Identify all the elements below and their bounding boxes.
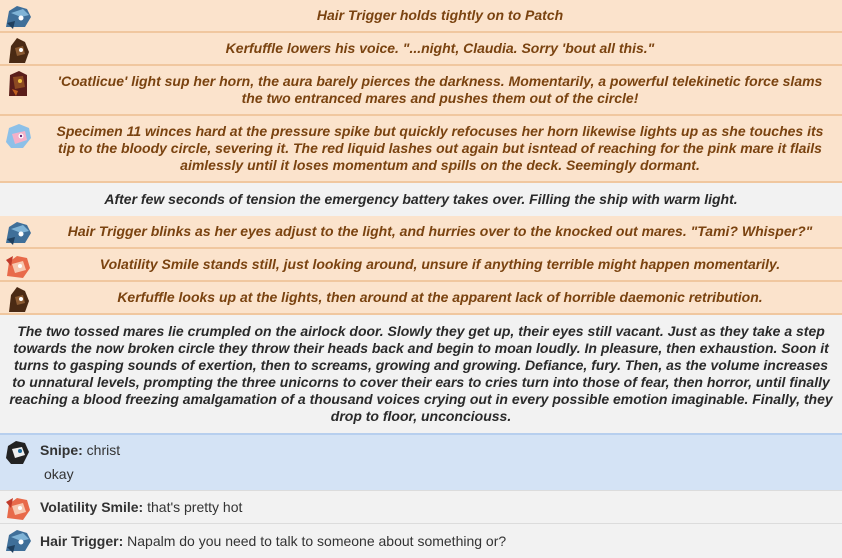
username[interactable]: Snipe: — [40, 442, 83, 458]
chat-line — [40, 533, 506, 550]
action-text: Specimen 11 winces hard at the pressure spike but quickly refocuses her horn likewise lights up as she touches its tip to the bloody circle, severing it. The red liquid lashes out again but isntead of reaching for the pink mare it flails aimlessly until it loses momentum and spills on the deck. Seemingly dormant. — [56, 123, 824, 173]
narration-message — [0, 183, 842, 216]
pony-brown-avatar[interactable] — [3, 285, 33, 313]
action-message — [0, 0, 842, 33]
action-message — [0, 33, 842, 66]
action-message — [0, 116, 842, 183]
chat-message-highlighted — [0, 433, 842, 490]
chat-continuation: okay — [44, 466, 74, 482]
chat-line — [40, 499, 242, 516]
action-text: Kerfuffle lowers his voice. "...night, Claudia. Sorry 'bout all this." — [225, 40, 655, 56]
narration-text: The two tossed mares lie crumpled on the airlock door. Slowly they get up, their eyes still vacant. Just as they take a step towards the now broken circle they throw their heads back and begin to moan loudly. In pleasure, then exhaustion. Soon it turns to gasping sounds of exertion, then to screams, growing and growing. Defiance, fury. Then, as the volume increases to unnatural levels, prompting the three unicorns to cover their ears to cries turn into those of fear, then horror, until finally reaching a blood freezing amalgamation of a thousand voices crying out in every possible emotion imaginable. Finally, they drop to floor, unconciouss. — [9, 323, 833, 424]
action-message — [0, 249, 842, 282]
chat-text: that's pretty hot — [147, 498, 243, 515]
action-text: Hair Trigger blinks as her eyes adjust to the light, and hurries over to the knocked out mares. "Tami? Whisper?" — [67, 223, 813, 239]
chat-text: christ — [86, 442, 121, 458]
pony-blue-avatar[interactable] — [3, 219, 33, 247]
chat-message — [0, 490, 842, 523]
pony-red-avatar[interactable] — [3, 494, 33, 522]
action-message — [0, 216, 842, 249]
username[interactable]: Volatility Smile: — [40, 498, 144, 515]
chat-line — [40, 442, 120, 459]
chat-text: Napalm do you need to talk to someone about something or? — [127, 532, 507, 549]
action-text: Volatility Smile stands still, just looking around, unsure if anything terrible might happen momentarily. — [99, 256, 781, 272]
chat-message — [0, 523, 842, 558]
pony-pink-avatar[interactable] — [3, 122, 33, 150]
narration-text: After few seconds of tension the emergency battery takes over. Filling the ship with warm light. — [104, 191, 738, 207]
pony-dark-avatar[interactable] — [3, 69, 33, 97]
narration-message — [0, 315, 842, 433]
username[interactable]: Hair Trigger: — [40, 532, 124, 549]
pony-black-avatar[interactable] — [3, 438, 33, 466]
action-message — [0, 66, 842, 116]
action-text: 'Coatlicue' light sup her horn, the aura barely pierces the darkness. Momentarily, a powerful telekinetic force slams the two entranced mares and pushes them out of the circle! — [57, 73, 823, 106]
pony-brown-avatar[interactable] — [3, 36, 33, 64]
pony-blue-avatar[interactable] — [3, 527, 33, 555]
pony-blue-avatar[interactable] — [3, 3, 33, 31]
action-text: Hair Trigger holds tightly on to Patch — [316, 7, 564, 23]
action-text: Kerfuffle looks up at the lights, then around at the apparent lack of horrible daemonic retribution. — [117, 289, 763, 305]
action-message — [0, 282, 842, 315]
pony-red-avatar[interactable] — [3, 252, 33, 280]
